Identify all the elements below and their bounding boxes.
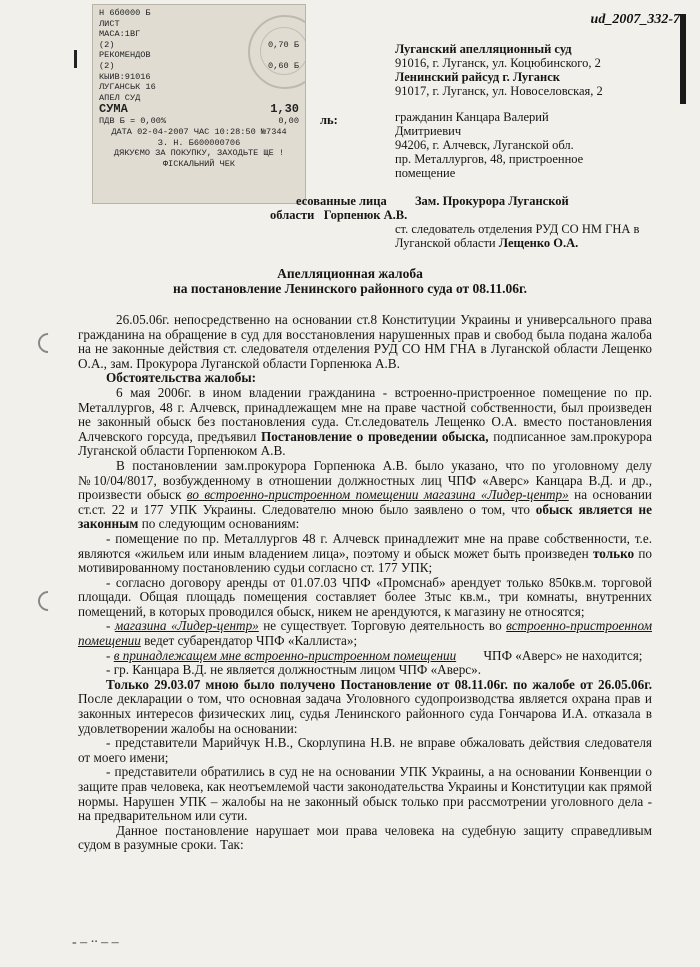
receipt-datetime: ДАТА 02-04-2007 ЧАС 10:28:50 №7344 — [111, 126, 287, 137]
receipt-line-label: ЛУГАНСЬК 16 — [99, 82, 156, 93]
bullet-7: - представители обратились в суд не на основании УПК Украины, а на основании Конвенции о защите прав человека, как неотъемлемой части законодательства Украины и Конституции как прямой нормы. Нарушен УПК – жалобы на не законный обыск только при рассмотрении уголовного дела - на предварительном или сути. — [78, 764, 652, 824]
punch-hole-icon — [34, 587, 62, 615]
p3-text-b: во встроенно-пристроенном помещении магазина «Лидер-центр» — [186, 487, 569, 503]
scan-edge-mark — [680, 14, 686, 104]
b3-text-d: ведет субарендатор ЧПФ «Каллиста»; — [140, 633, 358, 649]
appellant-address-3: помещение — [395, 166, 456, 180]
receipt-line-label: (2) — [99, 39, 115, 50]
b4-text-b: ЧПФ «Аверс» не находится; — [483, 647, 643, 663]
receipt-total-value: 1,30 — [270, 102, 299, 117]
appellant-name-2: Дмитриевич — [395, 124, 462, 138]
appellant-address-2: пр. Металлургов, 48, пристроенное — [395, 152, 584, 166]
scan-left-mark — [74, 50, 77, 68]
b3-text-c: встроенно-пристроенном помещении — [78, 618, 652, 649]
receipt-tax-value: 0,00 — [278, 116, 299, 127]
appellant-address-1: 94206, г. Алчевск, Луганской обл. — [395, 138, 574, 152]
b1-text-a: - помещение по пр. Металлургов 48 г. Алчевск принадлежит мне на праве собственности, т.е. являются «жильем или иным владением лица», поэтому и обыск может быть произведен — [78, 530, 652, 561]
paragraph-2 — [78, 386, 652, 459]
section-heading: Обстоятельства жалобы: — [106, 370, 257, 386]
receipt-line-label: РЕКОМЕНДОВ — [99, 50, 151, 61]
receipt-line-label: ЛИСТ — [99, 18, 120, 29]
paragraph-5: Данное постановление нарушает мои права человека на судебную защиту справедливым судом в разумные сроки. Так: — [78, 822, 652, 853]
appellant-name-1: гражданин Канцара Валерий — [395, 110, 549, 124]
receipt-tax — [99, 116, 299, 127]
p4-text-a: Только 29.03.07 мною было получено Постановление от 08.11.06г. по жалобе от 26.05.06г. — [106, 676, 652, 692]
p4-text-b: После декларации о том, что основная задача Уголовного судопроизводства является охрана прав и законных интересов физических лиц, судья Ленинского районного суда Гончарова И.А. отказала в удовлетворении жалобы на основании: — [78, 691, 652, 736]
paragraph-4 — [78, 678, 652, 736]
p2-text-b: Постановление о проведении обыска, — [260, 428, 489, 444]
b1-text-b: только — [592, 545, 635, 561]
document-body — [78, 313, 652, 853]
interested-label: есованные лица — [296, 194, 387, 208]
receipt-total-label: СУМА — [99, 102, 128, 117]
interested-line-2: области Горпенюк А.В. — [270, 208, 408, 222]
paragraph-1: 26.05.06г. непосредственно на основании ст.8 Конституции Украины и универсального права гражданина на обращение в суд для восстановления нарушенных прав и свобод была подана жалоба на не законные действия ст. следователя отделения РУД СО НМ ГНА в Луганской области Лещенко О.А., зам. Прокурора Луганской области Горпенюка А.В. — [78, 312, 652, 371]
document-id: ud_2007_332-7 — [590, 12, 680, 27]
title-line-1: Апелляционная жалоба — [277, 266, 423, 281]
receipt-line-label: КЫИВ:91016 — [99, 71, 151, 82]
court2-address: 91017, г. Луганск, ул. Новоселовская, 2 — [395, 84, 603, 98]
punch-hole-icon — [34, 329, 62, 357]
handwritten-mark: - – ·· – – — [72, 935, 119, 950]
p3-text-e: по следующим основаниям: — [138, 516, 300, 532]
b3-text-b: не существует. Торговую деятельность во — [258, 618, 507, 634]
bullet-6: - представители Марийчук Н.В., Скорлупина Н.В. не вправе обжаловать действия следователя от моего имени; — [78, 735, 652, 765]
b1-text-c: по мотивированному постановлению судьи согласно ст. 177 УПК; — [78, 545, 652, 576]
receipt-total — [99, 103, 299, 116]
receipt-line-label: H 6б0000 Б — [99, 8, 151, 18]
p3-text-c: на основании ст.ст. 22 и 177 УПК Украины. Следователю мною было заявлено о том, что — [78, 487, 652, 517]
court-header — [395, 42, 603, 98]
court1-name: Луганский апелляционный суд — [395, 42, 572, 56]
b4-text-a: в принадлежащем мне встроенно-пристроенном помещении — [113, 647, 457, 663]
investigator-name: Лещенко О.А. — [498, 236, 579, 250]
p3-text-a: В постановлении зам.прокурора Горпенюка А.В. было указано, что по уголовному делу №10/04/8017, возбужденному в отношении должностных лиц ЧПФ «Аверс» Канцара В.Д. и др., произвести обыск — [78, 457, 652, 503]
receipt-line-value: 0,60 Б — [268, 60, 299, 71]
interested-prosecutor: Зам. Прокурора Луганской — [414, 194, 569, 208]
p2-text-a: 6 мая 2006г. в ином владении гражданина - встроенно-пристроенное помещение по пр. Металлургов, 48 г. Алчевск, принадлежащем мне на праве частной собственности, был произведен не законный обыск без постановления суда. Ст.следователь Лещенко О.А. вместо постановления Алчевского горсуда, предъявил — [78, 384, 652, 444]
p2-text-c: подписанное зам.прокурора Луганской области Горпенюком А.В. — [78, 428, 652, 459]
receipt-serial: З. Н. Б600000706 — [157, 137, 241, 148]
title-line-2: на постановление Ленинского районного суда от 08.11.06г. — [172, 281, 528, 296]
receipt-tax-label: ПДВ Б = 0,00% — [99, 116, 167, 127]
b3-text-a: магазина «Лидер-центр» — [114, 618, 259, 634]
bullet-1 — [78, 532, 652, 576]
document-title — [0, 266, 700, 296]
receipt-line-value: 0,70 Б — [268, 39, 299, 50]
receipt-line-label: МАСА:1ВГ — [99, 29, 141, 40]
paragraph-3 — [78, 459, 652, 532]
receipt-line — [99, 93, 299, 104]
investigator-block — [395, 222, 675, 250]
bullet-4: - в принадлежащем мне встроенно-пристроенном помещении ЧПФ «Аверс» не находится; — [106, 647, 643, 663]
receipt-line-label: (2) — [99, 60, 115, 71]
fiscal-receipt — [92, 4, 306, 204]
court2-name: Ленинский райсуд г. Луганск — [395, 70, 561, 84]
bullet-3: - магазина «Лидер-центр» не существует. Торговую деятельность во встроенно-пристроенном помещении ведет субарендатор ЧПФ «Каллиста»; — [78, 618, 652, 649]
bullet-2: - согласно договору аренды от 01.07.03 ЧПФ «Промснаб» арендует только 850кв.м. торговой площади. Общая площадь помещения составляет более 3тыс кв.м., три комнаты, внутренних помещений, в которых проводился обыск, никем не арендуются, к магазину не относятся; — [78, 574, 652, 619]
p3-text-d: обыск является не законным — [78, 501, 652, 532]
receipt-line-label: АПЕЛ СУД — [99, 92, 141, 103]
court1-address: 91016, г. Луганск, ул. Коцюбинского, 2 — [395, 56, 601, 70]
appellant-label: ль: — [320, 113, 338, 127]
appellant-block — [395, 110, 583, 180]
receipt-thanks: ДЯКУЄМО ЗА ПОКУПКУ, ЗАХОДЬТЕ ЩЕ ! — [113, 148, 285, 159]
receipt-footer: ФІСКАЛЬНИЙ ЧЕК — [162, 158, 236, 169]
receipt-line — [99, 8, 299, 19]
bullet-5: - гр. Канцара В.Д. не является должностным лицом ЧПФ «Аверс». — [106, 662, 482, 678]
investigator-region: Луганской области — [395, 236, 499, 250]
investigator-line-1: ст. следователь отделения РУД СО НМ ГНА в — [395, 222, 640, 236]
